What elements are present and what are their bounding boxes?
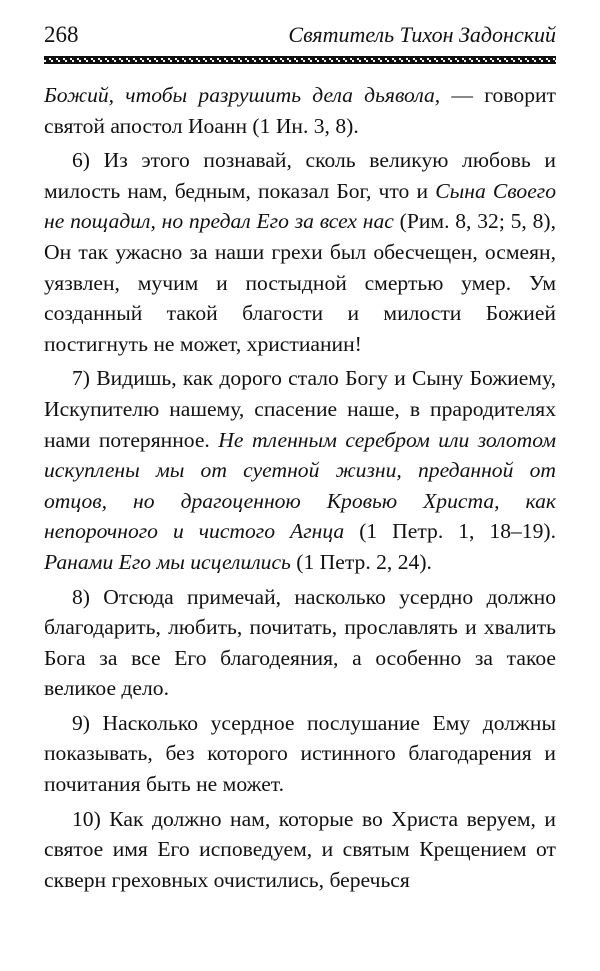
book-page [44,22,556,899]
text-segment: 7) Видишь, как дорого стало Богу и Сыну Божиему, Искупителю нашему, спасение наше, в прародителях нами потерянное. [44,366,556,452]
text-segment: (Рим. 8, 32; 5, 8), Он так ужасно за наши грехи был обесчещен, осмеян, уязвлен, мучим и постыдной смертью умер. Ум созданный такой благости и милости Божией постигнуть не может, христианин! [44,209,556,356]
header-rule [44,56,556,64]
scripture-quote: Не тленным серебром или золотом искуплены мы от суетной жизни, преданной от отцов, но драгоценною Кровью Христа, как непорочного и чистого Агнца [44,427,556,544]
scripture-quote: Ранами Его мы исцелились [44,549,291,574]
paragraph-continuation [44,80,556,141]
page-number: 268 [44,22,79,47]
running-title: Святитель Тихон Задонский [288,22,556,47]
text-segment: (1 Петр. 1, 18–19). [344,519,556,544]
text-segment: 9) Насколько усердное послушание Ему должны показывать, без которого истинного благодарения и почитания быть не может. [44,710,556,797]
text-segment: (1 Петр. 2, 24). [290,549,432,574]
paragraph-8 [44,582,556,704]
text-italic: Божий, чтобы разрушить дела дьявола, [44,83,441,107]
body-text [44,80,556,895]
running-head [44,22,556,54]
paragraph-6 [44,145,556,359]
scripture-quote: Сына Своего не пощадил, но предал Его за всех нас [44,178,556,234]
text-segment: 6) Из этого познавай, сколь великую любовь и милость нам, бедным, показал Бог, что и [44,148,556,203]
paragraph-9 [44,708,556,800]
paragraph-7 [44,363,556,577]
text-segment: — говорит святой апостол Иоанн (1 Ин. 3, 8). [44,83,556,138]
text-segment: 10) Как должно нам, которые во Христа веруем, и святое имя Его исповедуем, и святым Крещением от скверн греховных очистились, беречься [44,806,556,892]
paragraph-10 [44,804,556,896]
text-segment: 8) Отсюда примечай, насколько усердно должно благодарить, любить, почитать, прославлять и хвалить Бога за все Его благодеяния, а особенно за такое великое дело. [44,584,556,701]
